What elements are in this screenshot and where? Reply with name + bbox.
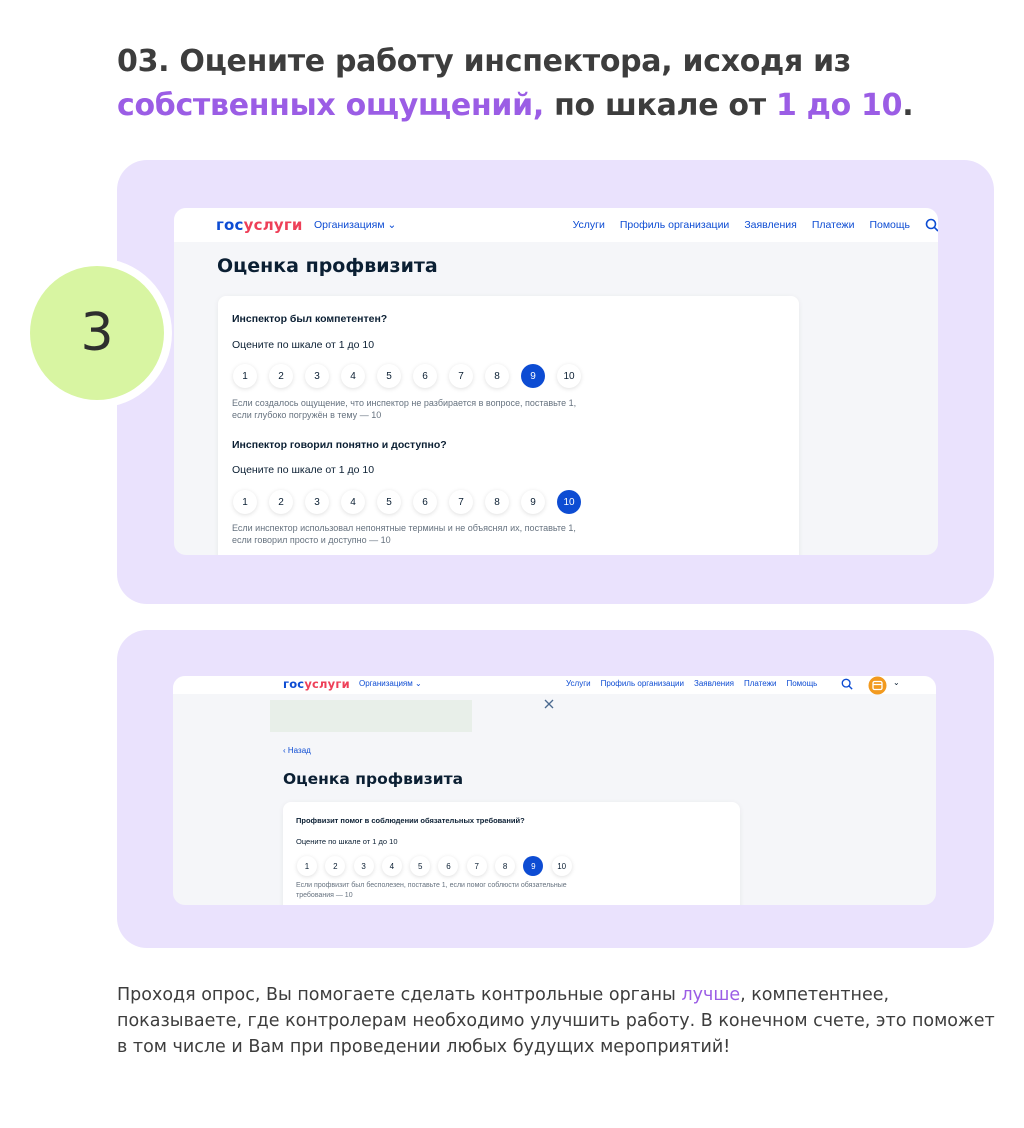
header-nav bbox=[174, 208, 938, 242]
rating-option-3[interactable]: 3 bbox=[354, 856, 374, 876]
gosuslugi-logo[interactable] bbox=[216, 216, 303, 234]
rating-option-3[interactable]: 3 bbox=[305, 364, 329, 388]
rating-option-10-selected[interactable]: 10 bbox=[557, 490, 581, 514]
rating-option-2[interactable]: 2 bbox=[269, 364, 293, 388]
back-link-label: Назад bbox=[287, 746, 311, 755]
question-2: Инспектор говорил понятно и доступно? bbox=[232, 439, 447, 451]
hint-1-line-2: если глубоко погружён в тему — 10 bbox=[232, 410, 382, 420]
scale-label-2: Оцените по шкале от 1 до 10 bbox=[232, 464, 375, 476]
bottom-text-part-2: , компетентнее, показываете, где контролерам необходимо улучшить работу. В конечном счете, это поможет в том числе и Вам при проведении любых будущих мероприятий! bbox=[117, 985, 995, 1057]
menu-item-services[interactable]: Услуги bbox=[572, 219, 605, 231]
rating-option-4[interactable]: 4 bbox=[341, 490, 365, 514]
logo-part-gos: гос bbox=[216, 216, 244, 234]
notification-banner bbox=[270, 700, 472, 732]
rating-option-2[interactable]: 2 bbox=[325, 856, 345, 876]
rating-option-6[interactable]: 6 bbox=[413, 490, 437, 514]
survey-card bbox=[218, 296, 799, 555]
menu-item-services[interactable]: Услуги bbox=[566, 679, 591, 688]
rating-option-1[interactable]: 1 bbox=[297, 856, 317, 876]
main-menu bbox=[573, 219, 910, 231]
question-1: Инспектор был компетентен? bbox=[232, 313, 388, 325]
organizations-menu-label: Организациям bbox=[314, 219, 385, 231]
rating-option-4[interactable]: 4 bbox=[341, 364, 365, 388]
rating-option-2[interactable]: 2 bbox=[269, 490, 293, 514]
logo-part-uslugi: услуги bbox=[304, 677, 350, 691]
question: Профвизит помог в соблюдении обязательных требований? bbox=[296, 816, 525, 825]
rating-scale bbox=[297, 856, 580, 876]
hint-line-1: Если профвизит был бесполезен, поставьте 1, если помог соблюсти обязательные bbox=[296, 882, 567, 889]
chevron-down-icon: ⌄ bbox=[387, 219, 397, 231]
menu-item-payments[interactable]: Платежи bbox=[811, 219, 855, 231]
rating-scale-2 bbox=[233, 490, 593, 514]
menu-item-help[interactable]: Помощь bbox=[869, 219, 910, 231]
rating-option-7[interactable]: 7 bbox=[449, 490, 473, 514]
hint-2 bbox=[232, 522, 576, 546]
heading-prefix: 03. Оцените работу инспектора, исходя из bbox=[117, 44, 851, 79]
chevron-left-icon: ‹ bbox=[283, 746, 286, 755]
back-link[interactable] bbox=[283, 746, 311, 755]
logo-part-gos: гос bbox=[283, 677, 305, 691]
search-icon[interactable] bbox=[925, 218, 938, 232]
bottom-paragraph bbox=[117, 982, 1007, 1060]
hint-2-line-2: если говорил просто и доступно — 10 bbox=[232, 535, 391, 545]
rating-option-5[interactable]: 5 bbox=[377, 490, 401, 514]
rating-option-3[interactable]: 3 bbox=[305, 490, 329, 514]
hint bbox=[296, 881, 567, 901]
main-menu bbox=[566, 679, 817, 688]
rating-option-5[interactable]: 5 bbox=[377, 364, 401, 388]
rating-option-1[interactable]: 1 bbox=[233, 364, 257, 388]
survey-card bbox=[283, 802, 740, 905]
rating-option-4[interactable]: 4 bbox=[382, 856, 402, 876]
screenshot-2 bbox=[173, 676, 936, 905]
page-title: Оценка профвизита bbox=[283, 770, 464, 788]
bottom-text-accent: лучше bbox=[681, 985, 741, 1005]
logo-part-uslugi: услуги bbox=[243, 216, 303, 234]
chevron-down-icon[interactable]: ⌄ bbox=[893, 678, 900, 687]
organizations-menu[interactable] bbox=[314, 219, 396, 231]
step-badge: 3 bbox=[30, 266, 164, 400]
heading-accent-feelings: собственных ощущений, bbox=[117, 88, 544, 123]
rating-option-8[interactable]: 8 bbox=[485, 364, 509, 388]
search-icon[interactable] bbox=[841, 678, 853, 690]
rating-option-6[interactable]: 6 bbox=[438, 856, 458, 876]
rating-option-7[interactable]: 7 bbox=[467, 856, 487, 876]
avatar[interactable] bbox=[868, 676, 887, 695]
header-nav bbox=[173, 676, 936, 694]
heading-suffix: . bbox=[902, 88, 914, 123]
rating-option-8[interactable]: 8 bbox=[485, 490, 509, 514]
menu-item-org-profile[interactable]: Профиль организации bbox=[600, 679, 684, 688]
rating-option-6[interactable]: 6 bbox=[413, 364, 437, 388]
rating-option-9-selected[interactable]: 9 bbox=[523, 856, 543, 876]
rating-option-9-selected[interactable]: 9 bbox=[521, 364, 545, 388]
scale-label-1: Оцените по шкале от 1 до 10 bbox=[232, 339, 375, 351]
chevron-down-icon: ⌄ bbox=[414, 679, 422, 688]
rating-option-10[interactable]: 10 bbox=[557, 364, 581, 388]
menu-item-help[interactable]: Помощь bbox=[786, 679, 818, 688]
section-heading bbox=[117, 40, 1007, 128]
screenshot-1 bbox=[174, 208, 938, 555]
heading-accent-range: 1 до 10 bbox=[775, 88, 903, 123]
hint-line-2: требования — 10 bbox=[296, 892, 353, 899]
rating-option-1[interactable]: 1 bbox=[233, 490, 257, 514]
hint-2-line-1: Если инспектор использовал непонятные термины и не объяснял их, поставьте 1, bbox=[232, 523, 576, 533]
menu-item-applications[interactable]: Заявления bbox=[693, 679, 734, 688]
bottom-text-part-1: Проходя опрос, Вы помогаете сделать контрольные органы bbox=[117, 985, 682, 1005]
menu-item-payments[interactable]: Платежи bbox=[744, 679, 777, 688]
rating-option-10[interactable]: 10 bbox=[552, 856, 572, 876]
organizations-menu[interactable] bbox=[359, 679, 422, 688]
page-title: Оценка профвизита bbox=[217, 255, 438, 277]
rating-scale-1 bbox=[233, 364, 593, 388]
menu-item-applications[interactable]: Заявления bbox=[744, 219, 797, 231]
organizations-menu-label: Организациям bbox=[359, 679, 413, 688]
rating-option-5[interactable]: 5 bbox=[410, 856, 430, 876]
hint-1-line-1: Если создалось ощущение, что инспектор не разбирается в вопросе, поставьте 1, bbox=[232, 398, 577, 408]
rating-option-8[interactable]: 8 bbox=[495, 856, 515, 876]
close-icon[interactable] bbox=[544, 699, 554, 709]
menu-item-org-profile[interactable]: Профиль организации bbox=[619, 219, 730, 231]
heading-middle: по шкале от bbox=[543, 88, 776, 123]
rating-option-7[interactable]: 7 bbox=[449, 364, 473, 388]
scale-label: Оцените по шкале от 1 до 10 bbox=[296, 837, 398, 846]
hint-1 bbox=[232, 397, 576, 421]
gosuslugi-logo[interactable] bbox=[283, 677, 350, 691]
rating-option-9[interactable]: 9 bbox=[521, 490, 545, 514]
